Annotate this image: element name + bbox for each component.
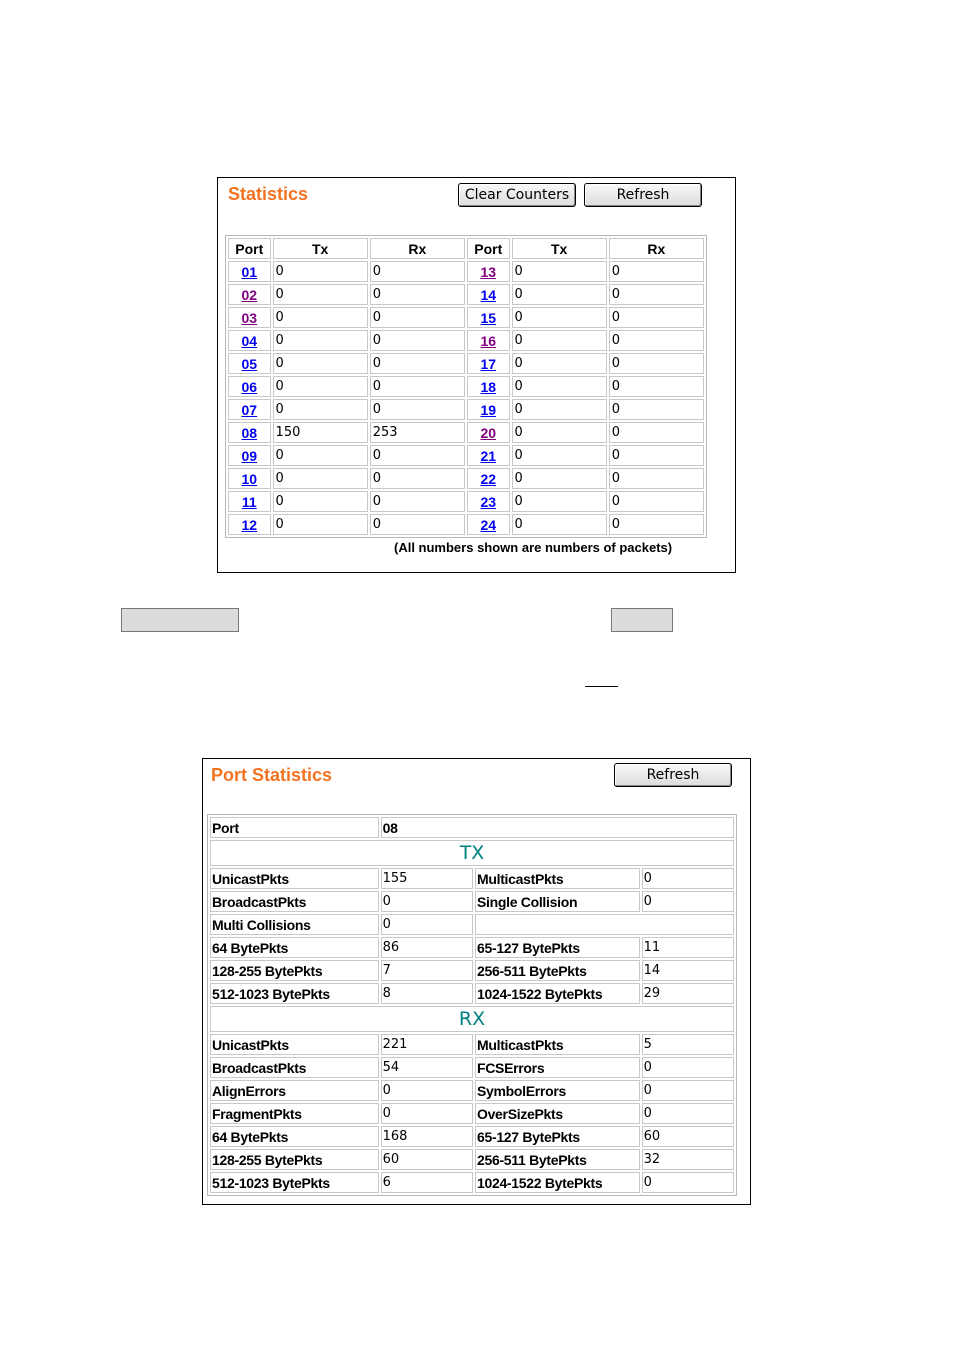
- table-row: [210, 1080, 734, 1101]
- rx-value: 0: [609, 376, 704, 397]
- header-rx: Rx: [370, 238, 465, 259]
- stat-value: 32: [642, 1149, 734, 1170]
- port-cell: [467, 261, 510, 282]
- table-row: [228, 422, 704, 443]
- table-row: [228, 353, 704, 374]
- stat-value: 5: [642, 1034, 734, 1055]
- table-row: [228, 445, 704, 466]
- rx-value: 0: [370, 468, 465, 489]
- table-row: [210, 914, 734, 935]
- table-row: [228, 284, 704, 305]
- table-row: [210, 1034, 734, 1055]
- port-cell: [467, 422, 510, 443]
- port-link-14[interactable]: 14: [480, 286, 497, 303]
- stat-label: 1024-1522 BytePkts: [475, 1172, 640, 1193]
- port-link-06[interactable]: 06: [241, 378, 258, 395]
- header-tx: Tx: [273, 238, 368, 259]
- port-link-11[interactable]: 11: [241, 493, 257, 510]
- table-row: [210, 937, 734, 958]
- port-cell: [467, 514, 510, 535]
- rx-value: 0: [609, 261, 704, 282]
- port-cell: [467, 468, 510, 489]
- port-link-10[interactable]: 10: [241, 470, 258, 487]
- tx-value: 0: [273, 330, 368, 351]
- refresh-button[interactable]: Refresh: [584, 183, 702, 207]
- stat-value: 0: [381, 1103, 473, 1124]
- port-cell: [228, 491, 271, 512]
- tx-value: 0: [273, 353, 368, 374]
- stat-value: 8: [381, 983, 473, 1004]
- rx-value: 0: [370, 307, 465, 328]
- port-link-02[interactable]: 02: [241, 286, 258, 303]
- tx-value: 0: [512, 468, 607, 489]
- rx-value: 0: [370, 353, 465, 374]
- stat-label: 65-127 BytePkts: [475, 1126, 640, 1147]
- rx-value: 0: [609, 468, 704, 489]
- port-link-08[interactable]: 08: [241, 424, 258, 441]
- table-row: [210, 960, 734, 981]
- statistics-header-row: [228, 238, 704, 259]
- stat-value: 6: [381, 1172, 473, 1193]
- stat-label: 256-511 BytePkts: [475, 960, 640, 981]
- rx-value: 0: [609, 353, 704, 374]
- stat-value: 7: [381, 960, 473, 981]
- rx-value: 0: [609, 284, 704, 305]
- stat-label: UnicastPkts: [210, 868, 379, 889]
- tx-value: 0: [273, 261, 368, 282]
- underline-mark: [585, 686, 618, 687]
- rx-value: 0: [609, 330, 704, 351]
- clear-counters-button-image: [121, 608, 239, 632]
- stat-value: 0: [381, 891, 473, 912]
- port-statistics-title: Port Statistics: [211, 765, 333, 785]
- port-link-20[interactable]: 20: [480, 424, 497, 441]
- port-cell: [228, 307, 271, 328]
- stat-label: AlignErrors: [210, 1080, 379, 1101]
- port-cell: [228, 422, 271, 443]
- rx-value: 0: [370, 399, 465, 420]
- port-cell: [467, 284, 510, 305]
- table-row: [210, 868, 734, 889]
- stat-label: 512-1023 BytePkts: [210, 1172, 379, 1193]
- stat-value: 0: [642, 891, 734, 912]
- tx-value: 0: [512, 353, 607, 374]
- table-row: [228, 330, 704, 351]
- port-cell: [228, 514, 271, 535]
- clear-counters-button[interactable]: Clear Counters: [458, 183, 576, 207]
- port-cell: [228, 353, 271, 374]
- port-statistics-table: [207, 814, 737, 1196]
- port-link-01[interactable]: 01: [241, 263, 258, 280]
- tx-value: 0: [512, 491, 607, 512]
- rx-value: 253: [370, 422, 465, 443]
- rx-value: 0: [609, 307, 704, 328]
- rx-value: 0: [609, 491, 704, 512]
- table-row: [228, 376, 704, 397]
- tx-value: 0: [512, 445, 607, 466]
- rx-value: 0: [609, 445, 704, 466]
- tx-value: 0: [512, 514, 607, 535]
- stat-value: 0: [642, 1172, 734, 1193]
- tx-value: 0: [512, 307, 607, 328]
- tx-value: 0: [512, 399, 607, 420]
- stat-value: 155: [381, 868, 473, 889]
- stat-value: 14: [642, 960, 734, 981]
- table-row: [228, 307, 704, 328]
- rx-value: 0: [370, 284, 465, 305]
- stat-label: FragmentPkts: [210, 1103, 379, 1124]
- stat-value: 0: [381, 914, 473, 935]
- port-link-23[interactable]: 23: [480, 493, 497, 510]
- stat-label: BroadcastPkts: [210, 891, 379, 912]
- table-row: [210, 1126, 734, 1147]
- tx-value: 0: [273, 284, 368, 305]
- stat-label: [475, 914, 734, 935]
- port-cell: [467, 330, 510, 351]
- port-cell: [228, 284, 271, 305]
- stat-label: UnicastPkts: [210, 1034, 379, 1055]
- port-link-03[interactable]: 03: [241, 309, 258, 326]
- rx-value: 0: [609, 422, 704, 443]
- stat-label: 256-511 BytePkts: [475, 1149, 640, 1170]
- port-link-13[interactable]: 13: [480, 263, 497, 280]
- stat-value: 11: [642, 937, 734, 958]
- stat-label: 65-127 BytePkts: [475, 937, 640, 958]
- stat-value: 0: [642, 1057, 734, 1078]
- stat-label: 64 BytePkts: [210, 937, 379, 958]
- rx-value: 0: [370, 376, 465, 397]
- port-cell: [467, 353, 510, 374]
- table-row: [210, 891, 734, 912]
- tx-value: 0: [512, 376, 607, 397]
- rx-value: 0: [370, 330, 465, 351]
- table-row: [210, 1149, 734, 1170]
- port-link-17[interactable]: 17: [480, 355, 497, 372]
- table-row: [210, 1103, 734, 1124]
- stat-label: Multi Collisions: [210, 914, 379, 935]
- rx-value: 0: [370, 445, 465, 466]
- stat-value: 0: [642, 1103, 734, 1124]
- stat-value: 0: [381, 1080, 473, 1101]
- table-row: [210, 983, 734, 1004]
- tx-value: 0: [512, 330, 607, 351]
- header-port-2: Port: [467, 238, 510, 259]
- port-cell: [467, 491, 510, 512]
- tx-value: 0: [273, 445, 368, 466]
- tx-value: 0: [512, 261, 607, 282]
- table-row: [228, 491, 704, 512]
- table-row: [228, 468, 704, 489]
- tx-value: 0: [273, 307, 368, 328]
- port-cell: [228, 468, 271, 489]
- rx-heading-row: [210, 1006, 734, 1032]
- stat-value: 29: [642, 983, 734, 1004]
- statistics-panel: [217, 177, 736, 573]
- tx-value: 0: [273, 491, 368, 512]
- port-cell: [228, 376, 271, 397]
- port-link-12[interactable]: 12: [241, 516, 258, 533]
- rx-value: 0: [370, 514, 465, 535]
- stat-value: 0: [642, 868, 734, 889]
- stat-value: 60: [642, 1126, 734, 1147]
- port-link-09[interactable]: 09: [241, 447, 258, 464]
- port-link-18[interactable]: 18: [480, 378, 497, 395]
- statistics-table: [225, 235, 707, 538]
- tx-value: 0: [512, 422, 607, 443]
- rx-heading: RX: [210, 1006, 734, 1032]
- port-link-15[interactable]: 15: [480, 309, 497, 326]
- stat-label: 1024-1522 BytePkts: [475, 983, 640, 1004]
- port-link-05[interactable]: 05: [241, 355, 258, 372]
- port-cell: [467, 445, 510, 466]
- table-row: [210, 1057, 734, 1078]
- tx-value: 0: [273, 468, 368, 489]
- table-row: [210, 1172, 734, 1193]
- tx-value: 0: [273, 376, 368, 397]
- stat-label: 128-255 BytePkts: [210, 960, 379, 981]
- port-link-19[interactable]: 19: [480, 401, 497, 418]
- header-port: Port: [228, 238, 271, 259]
- port-link-22[interactable]: 22: [480, 470, 497, 487]
- stat-label: 64 BytePkts: [210, 1126, 379, 1147]
- port-cell: [228, 399, 271, 420]
- port-link-16[interactable]: 16: [480, 332, 497, 349]
- tx-value: 0: [273, 399, 368, 420]
- port-link-21[interactable]: 21: [480, 447, 497, 464]
- port-link-07[interactable]: 07: [241, 401, 258, 418]
- stat-label: 512-1023 BytePkts: [210, 983, 379, 1004]
- stat-label: MulticastPkts: [475, 1034, 640, 1055]
- stat-label: Single Collision: [475, 891, 640, 912]
- port-label: Port: [210, 817, 379, 838]
- header-rx-2: Rx: [609, 238, 704, 259]
- stat-value: 54: [381, 1057, 473, 1078]
- stat-label: OverSizePkts: [475, 1103, 640, 1124]
- stat-label: BroadcastPkts: [210, 1057, 379, 1078]
- packets-note: (All numbers shown are numbers of packets): [394, 540, 673, 555]
- tx-value: 0: [512, 284, 607, 305]
- tx-heading: TX: [210, 840, 734, 866]
- header-tx-2: Tx: [512, 238, 607, 259]
- stat-value: 0: [642, 1080, 734, 1101]
- statistics-title: Statistics: [228, 184, 309, 204]
- stat-label: SymbolErrors: [475, 1080, 640, 1101]
- stat-label: MulticastPkts: [475, 868, 640, 889]
- rx-value: 0: [370, 491, 465, 512]
- table-row: [228, 514, 704, 535]
- stat-label: FCSErrors: [475, 1057, 640, 1078]
- stat-value: 60: [381, 1149, 473, 1170]
- port-cell: [467, 399, 510, 420]
- stat-value: 221: [381, 1034, 473, 1055]
- port-statistics-panel: [202, 758, 751, 1205]
- port-row: [210, 817, 734, 838]
- tx-value: 150: [273, 422, 368, 443]
- table-row: [228, 261, 704, 282]
- stat-label: 128-255 BytePkts: [210, 1149, 379, 1170]
- table-row: [228, 399, 704, 420]
- stat-value: 86: [381, 937, 473, 958]
- port-cell: [467, 376, 510, 397]
- rx-value: 0: [609, 399, 704, 420]
- rx-value: 0: [609, 514, 704, 535]
- port-link-24[interactable]: 24: [480, 516, 497, 533]
- tx-value: 0: [273, 514, 368, 535]
- refresh-button-image: [611, 608, 673, 632]
- rx-value: 0: [370, 261, 465, 282]
- port-cell: [228, 445, 271, 466]
- stat-value: 168: [381, 1126, 473, 1147]
- port-cell: [467, 307, 510, 328]
- port-value: 08: [381, 817, 734, 838]
- tx-heading-row: [210, 840, 734, 866]
- port-cell: [228, 261, 271, 282]
- port-link-04[interactable]: 04: [241, 332, 258, 349]
- port-cell: [228, 330, 271, 351]
- port-refresh-button[interactable]: Refresh: [614, 763, 732, 787]
